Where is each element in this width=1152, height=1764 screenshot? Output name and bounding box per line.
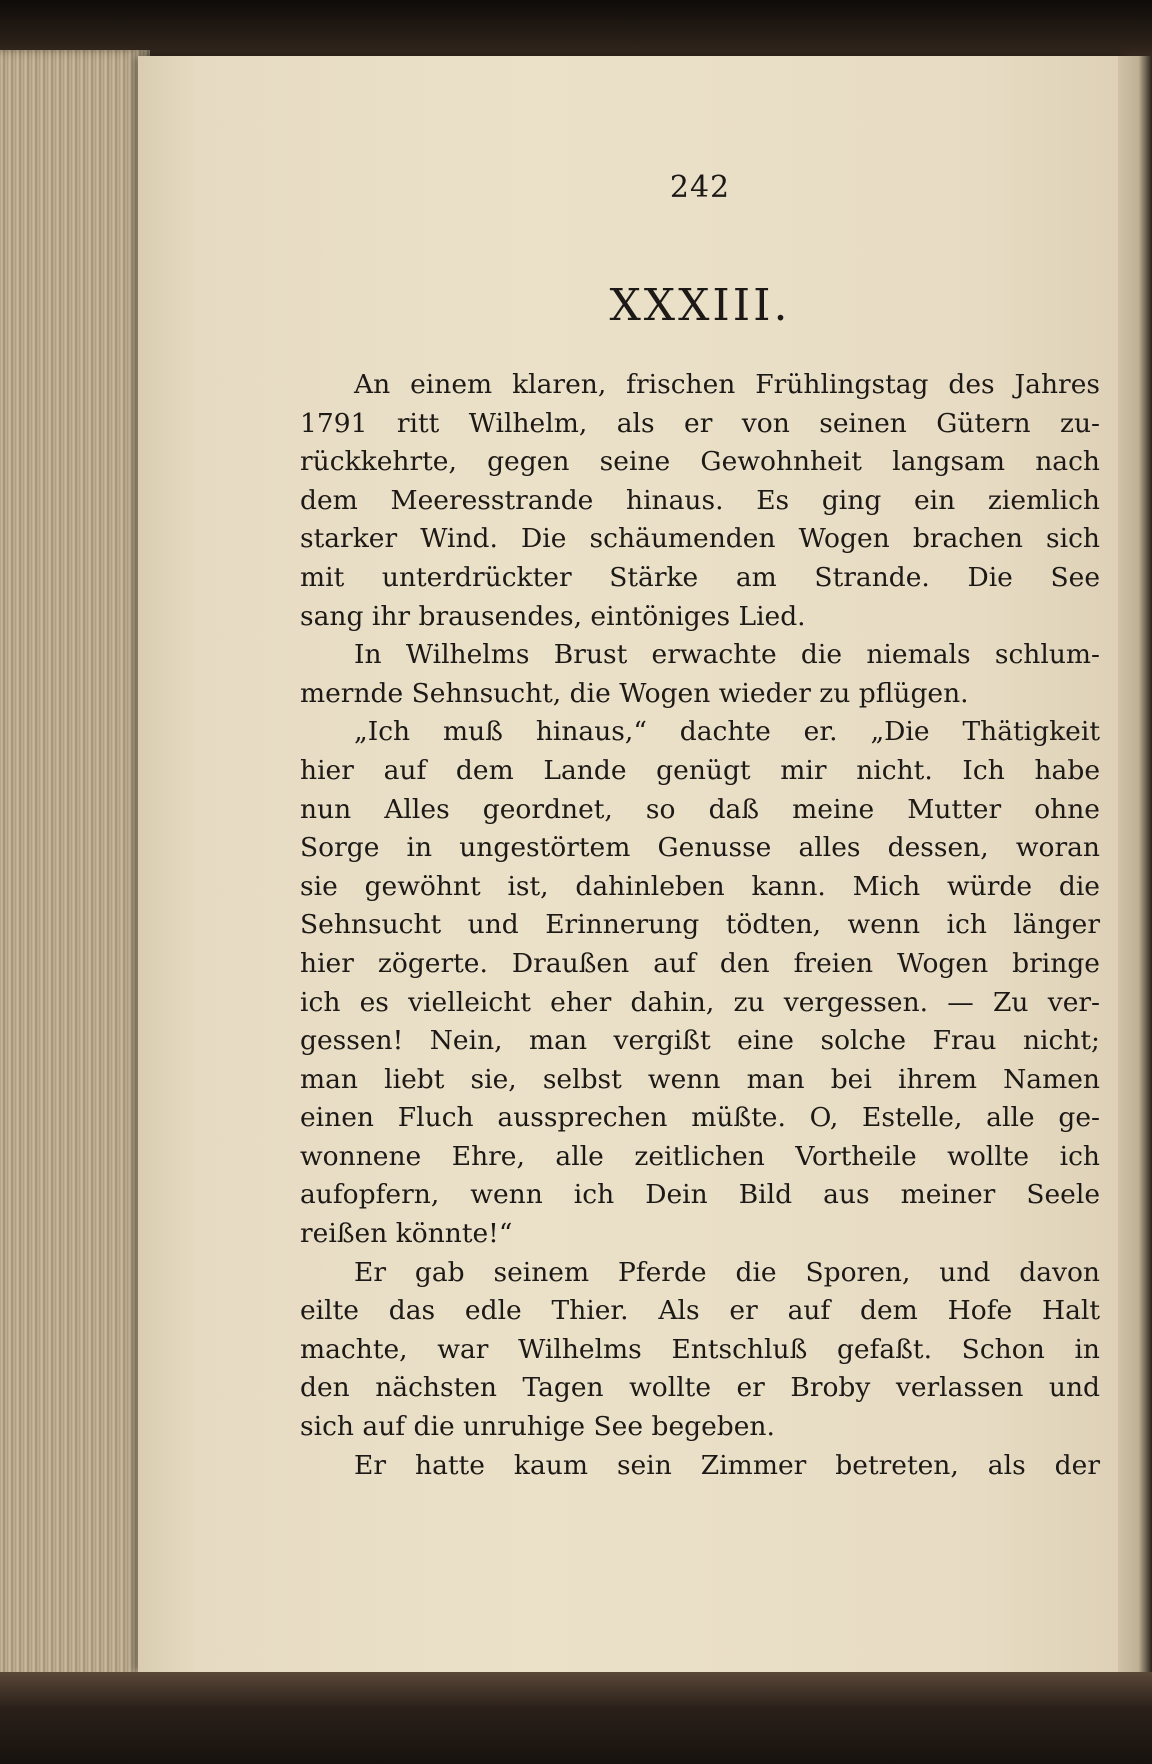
text-line: sie gewöhnt ist, dahinleben kann. Mich würde die xyxy=(300,870,1100,902)
text-line: Sorge in ungestörtem Genusse alles dessen, woran xyxy=(300,832,1100,864)
text-line: wonnene Ehre, alle zeitlichen Vortheile wollte ich xyxy=(300,1140,1100,1172)
text-line: mernde Sehnsucht, die Wogen wieder zu pflügen. xyxy=(300,677,969,709)
text-line: den nächsten Tagen wollte er Broby verlassen und xyxy=(300,1372,1100,1404)
text-line: man liebt sie, selbst wenn man bei ihrem Namen xyxy=(300,1063,1100,1095)
text-line: machte, war Wilhelms Entschluß gefaßt. Schon in xyxy=(300,1333,1100,1365)
text-line: aufopfern, wenn ich Dein Bild aus meiner Seele xyxy=(300,1179,1100,1211)
text-line: Sehnsucht und Erinnerung tödten, wenn ich länger xyxy=(300,909,1100,941)
text-line: Er gab seinem Pferde die Sporen, und davon xyxy=(354,1256,1100,1288)
text-line: ich es vielleicht eher dahin, zu vergessen. — Zu ver- xyxy=(300,986,1100,1018)
text-line: An einem klaren, frischen Frühlingstag des Jahres xyxy=(354,369,1100,400)
book-page-edges xyxy=(0,50,150,1690)
text-line: dem Meeresstrande hinaus. Es ging ein ziemlich xyxy=(300,484,1100,516)
text-line: hier auf dem Lande genügt mir nicht. Ich habe xyxy=(300,754,1100,786)
text-line: rückkehrte, gegen seine Gewohnheit langsam nach xyxy=(300,446,1100,478)
text-line: reißen könnte!“ xyxy=(300,1218,513,1250)
text-line: „Ich muß hinaus,“ dachte er. „Die Thätigkeit xyxy=(354,716,1100,748)
text-line: mit unterdrückter Stärke am Strande. Die See xyxy=(300,561,1100,593)
text-line: sang ihr brausendes, eintöniges Lied. xyxy=(300,600,806,632)
scan-bottom-shadow xyxy=(0,1672,1152,1764)
text-line: eilte das edle Thier. Als er auf dem Hofe Halt xyxy=(300,1295,1100,1327)
text-line: starker Wind. Die schäumenden Wogen brachen sich xyxy=(300,523,1100,555)
chapter-title: XXXIII. xyxy=(609,280,791,331)
text-line: hier zögerte. Draußen auf den freien Wogen bringe xyxy=(300,947,1100,979)
text-line: 1791 ritt Wilhelm, als er von seinen Gütern zu- xyxy=(300,407,1100,439)
text-line: gessen! Nein, man vergißt eine solche Frau nicht; xyxy=(300,1025,1100,1057)
text-line: nun Alles geordnet, so daß meine Mutter ohne xyxy=(300,793,1100,825)
book-right-edge xyxy=(1118,56,1152,1672)
page-number: 242 xyxy=(669,170,731,205)
text-line: Er hatte kaum sein Zimmer betreten, als der xyxy=(354,1449,1100,1481)
text-line: einen Fluch aussprechen müßte. O, Estelle, alle ge- xyxy=(300,1102,1100,1134)
text-line: In Wilhelms Brust erwachte die niemals schlum- xyxy=(354,639,1100,671)
body-text xyxy=(300,366,1100,1485)
text-line: sich auf die unruhige See begeben. xyxy=(300,1411,775,1443)
scan-top-shadow xyxy=(0,0,1152,62)
